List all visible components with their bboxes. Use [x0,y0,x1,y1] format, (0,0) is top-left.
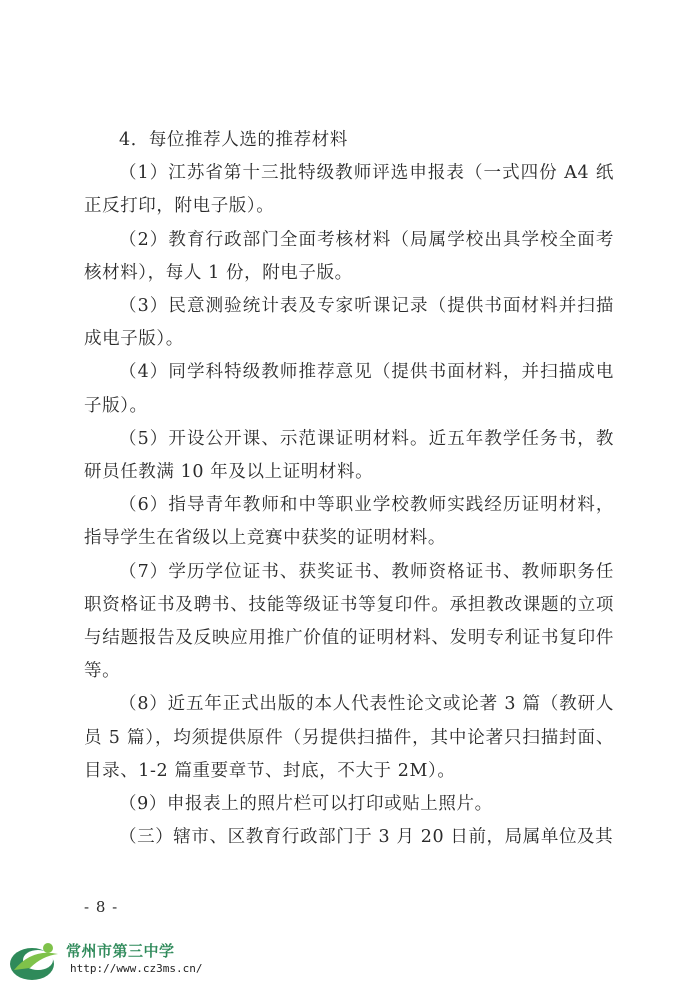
section-heading: 4．每位推荐人选的推荐材料 [119,130,348,150]
paragraph-1: （1）江苏省第十三批特级教师评选申报表（一式四份 A4 纸正反打印，附电子版）。 [84,163,614,217]
watermark-url: http://www.cz3ms.cn/ [70,962,203,975]
paragraph-4: （4）同学科特级教师推荐意见（提供书面材料，并扫描成电子版）。 [84,362,614,416]
paragraph-8: （8）近五年正式出版的本人代表性论文或论著 3 篇（教研人员 5 篇），均须提供原件（另提供扫描件，其中论著只扫描封面、目录、1-2 篇重要章节、封底，不大于 2M）。 [84,694,614,781]
school-watermark [8,934,228,984]
paragraph-7: （7）学历学位证书、获奖证书、教师资格证书、教师职务任职资格证书及聘书、技能等级证书等复印件。承担教改课题的立项与结题报告及反映应用推广价值的证明材料、发明专利证书复印件等。 [84,561,614,682]
watermark-school-name: 常州市第三中学 [66,942,175,960]
school-logo-icon [8,934,64,984]
page-number: - 8 - [84,898,119,916]
paragraph-2: （2）教育行政部门全面考核材料（局属学校出具学校全面考核材料），每人 1 份，附电子版。 [84,229,614,283]
paragraph-3: （3）民意测验统计表及专家听课记录（提供书面材料并扫描成电子版）。 [84,296,614,350]
paragraph-9: （9）申报表上的照片栏可以打印或贴上照片。 [119,794,493,815]
paragraph-10: （三）辖市、区教育行政部门于 3 月 20 日前，局属单位及其 [119,827,614,848]
paragraph-6: （6）指导青年教师和中等职业学校教师实践经历证明材料，指导学生在省级以上竞赛中获奖的证明材料。 [84,495,614,549]
paragraph-5: （5）开设公开课、示范课证明材料。近五年教学任务书，教研员任教满 10 年及以上证明材料。 [84,428,614,483]
document-body [84,124,614,854]
